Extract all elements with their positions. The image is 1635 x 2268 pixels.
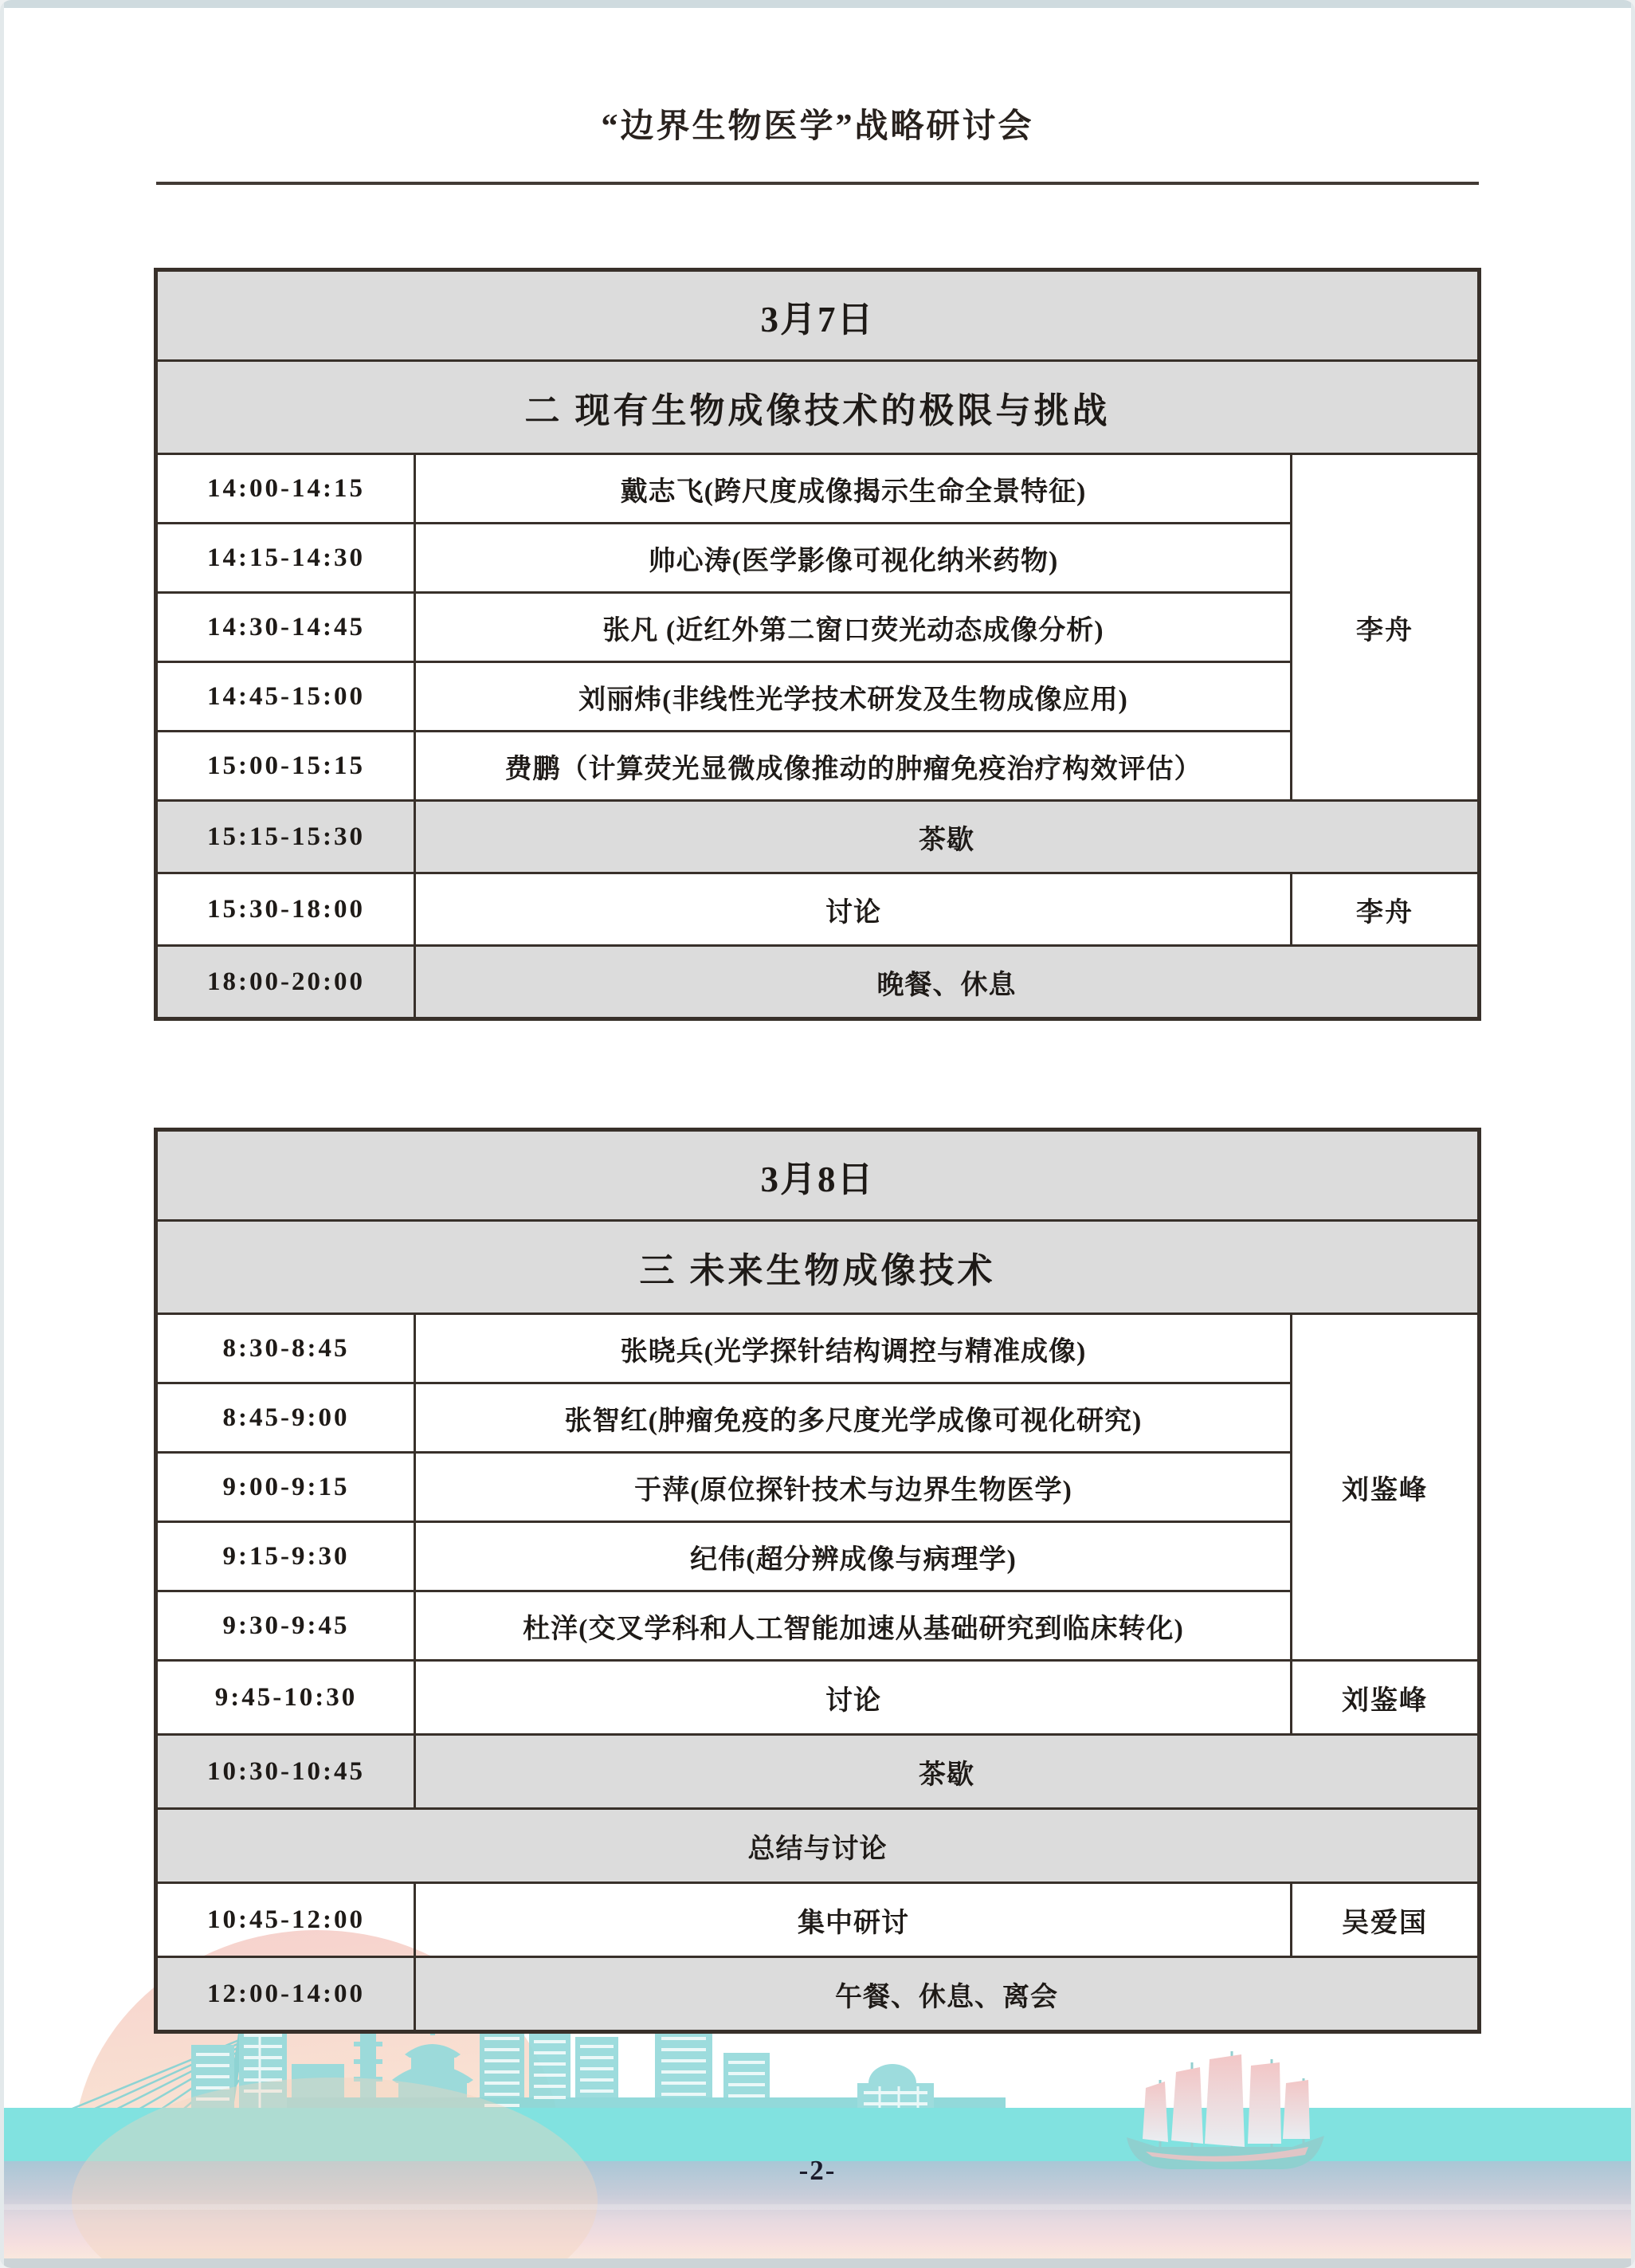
- break-time-cell: 18:00-20:00: [156, 946, 415, 1019]
- talk-time-cell: 14:45-15:00: [156, 662, 415, 732]
- talk-topic-cell: 张凡 (近红外第二窗口荧光动态成像分析): [415, 593, 1292, 662]
- schedule-table-march-8: [154, 1128, 1480, 2034]
- discussion-row: [156, 1661, 1479, 1735]
- session-chair-cell: 刘鉴峰: [1292, 1314, 1479, 1661]
- talk-topic-cell: 杜洋(交叉学科和人工智能加速从基础研究到临床转化): [415, 1591, 1292, 1661]
- page-edge-left: [0, 0, 4, 2268]
- footer-illustration: [0, 2003, 1635, 2268]
- break-time-cell: 12:00-14:00: [156, 1957, 415, 2032]
- discussion-chair-cell: 刘鉴峰: [1292, 1661, 1479, 1735]
- break-row: [156, 1735, 1479, 1809]
- talk-time-cell: 14:00-14:15: [156, 454, 415, 524]
- talk-time-cell: 9:00-9:15: [156, 1453, 415, 1522]
- break-label-cell: 晚餐、休息: [415, 946, 1479, 1019]
- break-label-cell: 茶歇: [415, 801, 1479, 873]
- discussion-row: [156, 1883, 1479, 1957]
- talk-row: [156, 593, 1479, 662]
- break-row: [156, 946, 1479, 1019]
- talk-row: [156, 454, 1479, 524]
- talk-topic-cell: 费鹏（计算荧光显微成像推动的肿瘤免疫治疗构效评估）: [415, 732, 1292, 801]
- title-rule: [156, 182, 1479, 185]
- page-edge-right: [1631, 0, 1635, 2268]
- section-row: [156, 1809, 1479, 1883]
- talk-time-cell: 15:00-15:15: [156, 732, 415, 801]
- break-row: [156, 1957, 1479, 2032]
- talk-topic-cell: 张智红(肿瘤免疫的多尺度光学成像可视化研究): [415, 1383, 1292, 1453]
- talk-row: [156, 1383, 1479, 1453]
- date-header-cell: 3月7日: [156, 270, 1479, 361]
- talk-topic-cell: 张晓兵(光学探针结构调控与精准成像): [415, 1314, 1292, 1383]
- talk-time-cell: 14:30-14:45: [156, 593, 415, 662]
- break-label-cell: 茶歇: [415, 1735, 1479, 1809]
- page-edge-top: [0, 0, 1635, 8]
- break-label-cell: 午餐、休息、离会: [415, 1957, 1479, 2032]
- talk-topic-cell: 戴志飞(跨尺度成像揭示生命全景特征): [415, 454, 1292, 524]
- talk-topic-cell: 帅心涛(医学影像可视化纳米药物): [415, 524, 1292, 593]
- talk-row: [156, 662, 1479, 732]
- session-header-cell: 二 现有生物成像技术的极限与挑战: [156, 361, 1479, 454]
- talk-topic-cell: 刘丽炜(非线性光学技术研发及生物成像应用): [415, 662, 1292, 732]
- session-header-cell: 三 未来生物成像技术: [156, 1221, 1479, 1314]
- break-row: [156, 801, 1479, 873]
- section-title-cell: 总结与讨论: [156, 1809, 1479, 1883]
- talk-topic-cell: 于萍(原位探针技术与边界生物医学): [415, 1453, 1292, 1522]
- discussion-time-cell: 10:45-12:00: [156, 1883, 415, 1957]
- talk-row: [156, 1522, 1479, 1591]
- talk-topic-cell: 纪伟(超分辨成像与病理学): [415, 1522, 1292, 1591]
- talk-row: [156, 1591, 1479, 1661]
- discussion-chair-cell: 李舟: [1292, 873, 1479, 946]
- break-time-cell: 10:30-10:45: [156, 1735, 415, 1809]
- cityscape-scene: [0, 2003, 1635, 2268]
- document-title: “边界生物医学”战略研讨会: [601, 108, 1034, 145]
- talk-time-cell: 8:30-8:45: [156, 1314, 415, 1383]
- talk-time-cell: 8:45-9:00: [156, 1383, 415, 1453]
- discussion-chair-cell: 吴爱国: [1292, 1883, 1479, 1957]
- discussion-label-cell: 集中研讨: [415, 1883, 1292, 1957]
- discussion-label-cell: 讨论: [415, 1661, 1292, 1735]
- talk-row: [156, 524, 1479, 593]
- session-chair-cell: 李舟: [1292, 454, 1479, 801]
- discussion-label-cell: 讨论: [415, 873, 1292, 946]
- talk-row: [156, 732, 1479, 801]
- talk-time-cell: 14:15-14:30: [156, 524, 415, 593]
- discussion-time-cell: 15:30-18:00: [156, 873, 415, 946]
- talk-row: [156, 1314, 1479, 1383]
- schedule-table-march-7: [154, 268, 1480, 1021]
- talk-time-cell: 9:15-9:30: [156, 1522, 415, 1591]
- page-number: -2-: [798, 2155, 837, 2186]
- page-edge-bottom: [0, 2258, 1635, 2268]
- date-header-cell: 3月8日: [156, 1130, 1479, 1221]
- talk-row: [156, 1453, 1479, 1522]
- discussion-row: [156, 873, 1479, 946]
- discussion-time-cell: 9:45-10:30: [156, 1661, 415, 1735]
- break-time-cell: 15:15-15:30: [156, 801, 415, 873]
- talk-time-cell: 9:30-9:45: [156, 1591, 415, 1661]
